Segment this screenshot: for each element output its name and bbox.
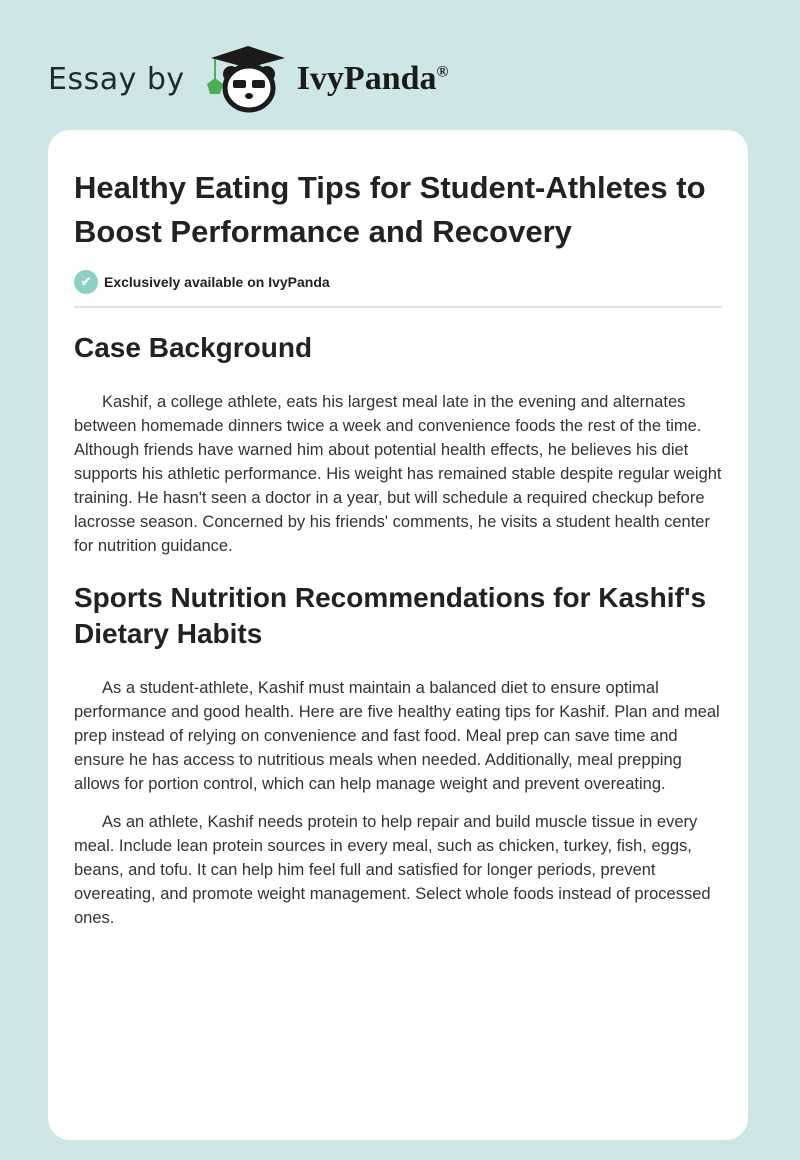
paragraph: Kashif, a college athlete, eats his largest meal late in the evening and alternates between homemade dinners twice a week and convenience foods the rest of the time. Although friends have warned him about potential health effects, he believes his diet supports his athletic performance. His weight has remained stable despite regular weight training. He hasn't seen a doctor in a year, but will schedule a required checkup before lacrosse season. Concerned by his friends' comments, he visits a student health center for nutrition guidance. [74,393,722,555]
exclusive-badge [74,270,722,294]
essay-title: Healthy Eating Tips for Student-Athletes to Boost Performance and Recovery [74,170,706,249]
checkmark-icon: ✔ [74,270,98,294]
divider [74,306,722,308]
paragraph: As an athlete, Kashif needs protein to help repair and build muscle tissue in every meal. Include lean protein sources in every meal, such as chicken, turkey, fish, eggs, beans, and tofu. It can help him feel full and satisfied for longer periods, prevent overeating, and promote weight management. Select whole foods instead of processed ones. [74,813,711,927]
essay-by-label: Essay by [48,61,185,97]
section-heading: Case Background [74,332,313,363]
brand-name: IvyPanda® [296,60,449,97]
ivypanda-logo-icon [203,44,293,114]
brand-header [48,44,448,114]
essay-card [48,130,748,1140]
section-heading: Sports Nutrition Recommendations for Kashif's Dietary Habits [74,582,707,649]
paragraph: As a student-athlete, Kashif must maintain a balanced diet to ensure optimal performance and good health. Here are five healthy eating tips for Kashif. Plan and meal prep instead of relying on convenience and fast food. Meal prep can save time and ensure he has access to nutritious meals when needed. Additionally, meal prepping allows for portion control, which can help manage weight and prevent overeating. [74,679,720,793]
exclusive-label: Exclusively available on IvyPanda [104,274,330,290]
